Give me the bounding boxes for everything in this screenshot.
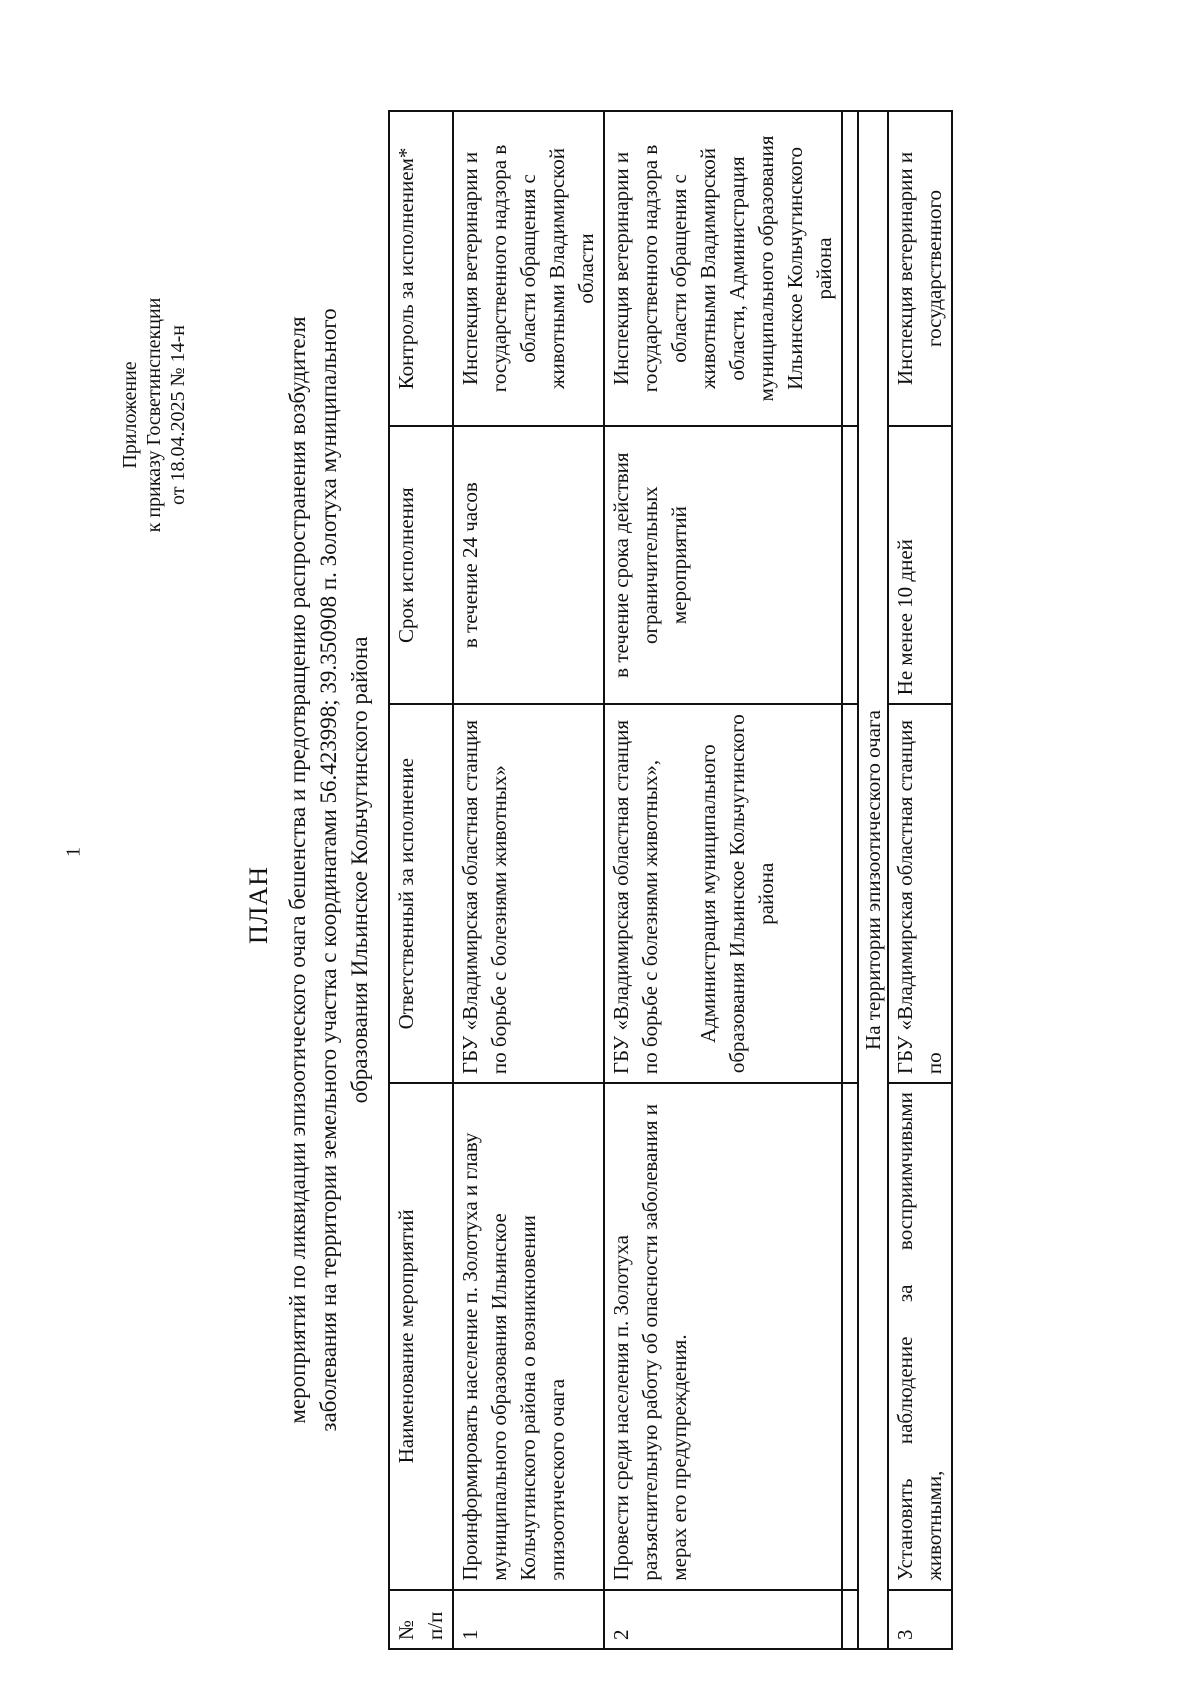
header-control: Контроль за исполнением*: [389, 111, 453, 426]
table-row: [888, 111, 952, 1649]
row-term: Не менее 10 дней: [888, 426, 952, 704]
document-sheet: [110, 85, 1200, 1665]
document-subtitle: [282, 205, 375, 1535]
row-responsible: ГБУ «Владимирская областная станция по: [888, 704, 952, 1083]
section-title: На территории эпизоотического очага: [858, 111, 888, 1649]
appendix-line: к приказу Госветинспекции: [143, 297, 165, 533]
row-control: Инспекция ветеринарии и государственного надзора в области обращения с животными Владимирской области: [453, 111, 604, 426]
row-name: Провести среди населения п. Золотуха разъяснительную работу об опасности заболевания и мерах его предупреждения.: [604, 1083, 842, 1590]
document-title: ПЛАН: [244, 866, 273, 944]
appendix-date-line: от 18.04.2025 № 14-н: [167, 325, 189, 505]
table-row: [604, 111, 842, 1649]
appendix-header: [118, 255, 190, 575]
row-num: 1: [453, 1590, 604, 1649]
subtitle-line: мероприятий по ликвидации эпизоотического очага бешенства и предотвращению распространения возбудителя: [285, 316, 310, 1424]
spacer-row: [842, 111, 858, 1649]
header-responsible: Ответственный за исполнение: [389, 704, 453, 1083]
row-name: Установить наблюдение за восприимчивыми животными,: [888, 1083, 952, 1590]
row-num: 3: [888, 1590, 952, 1649]
row-term: в течение срока действия ограничительных мероприятий: [604, 426, 842, 704]
page-number: 1: [62, 847, 85, 857]
row-num: 2: [604, 1590, 842, 1649]
table-header-row: [389, 111, 453, 1649]
row-control: Инспекция ветеринарии и государственного: [888, 111, 952, 426]
subtitle-line: образования Ильинское Кольчугинского района: [347, 636, 372, 1104]
plan-table: [388, 110, 953, 1650]
table-row: [453, 111, 604, 1649]
header-name: Наименование мероприятий: [389, 1083, 453, 1590]
row-responsible: ГБУ «Владимирская областная станция по борьбе с болезнями животных»: [453, 704, 604, 1083]
row-name: Проинформировать население п. Золотуха и главу муниципального образования Ильинское Кольчугинского района о возникновении эпизоотического очага: [453, 1083, 604, 1590]
subtitle-line: заболевания на территории земельного участка с координатами 56.423998; 39.350908 п. Золотуха муниципального: [316, 308, 341, 1432]
section-row: [858, 111, 888, 1649]
row-responsible-cell: [604, 704, 842, 1083]
header-term: Срок исполнения: [389, 426, 453, 704]
row-term: в течение 24 часов: [453, 426, 604, 704]
row-responsible: ГБУ «Владимирская областная станция по борьбе с болезнями животных»,: [609, 719, 662, 1075]
row-responsible-admin: Администрация муниципального образования Ильинское Кольчугинского района: [696, 714, 778, 1074]
header-num: № п/п: [389, 1590, 453, 1649]
row-control: Инспекция ветеринарии и государственного надзора в области обращения с животными Владимирской области, Администрация муниципального образования Ильинское Кольчугинского района: [604, 111, 842, 426]
appendix-line: Приложение: [119, 361, 141, 469]
